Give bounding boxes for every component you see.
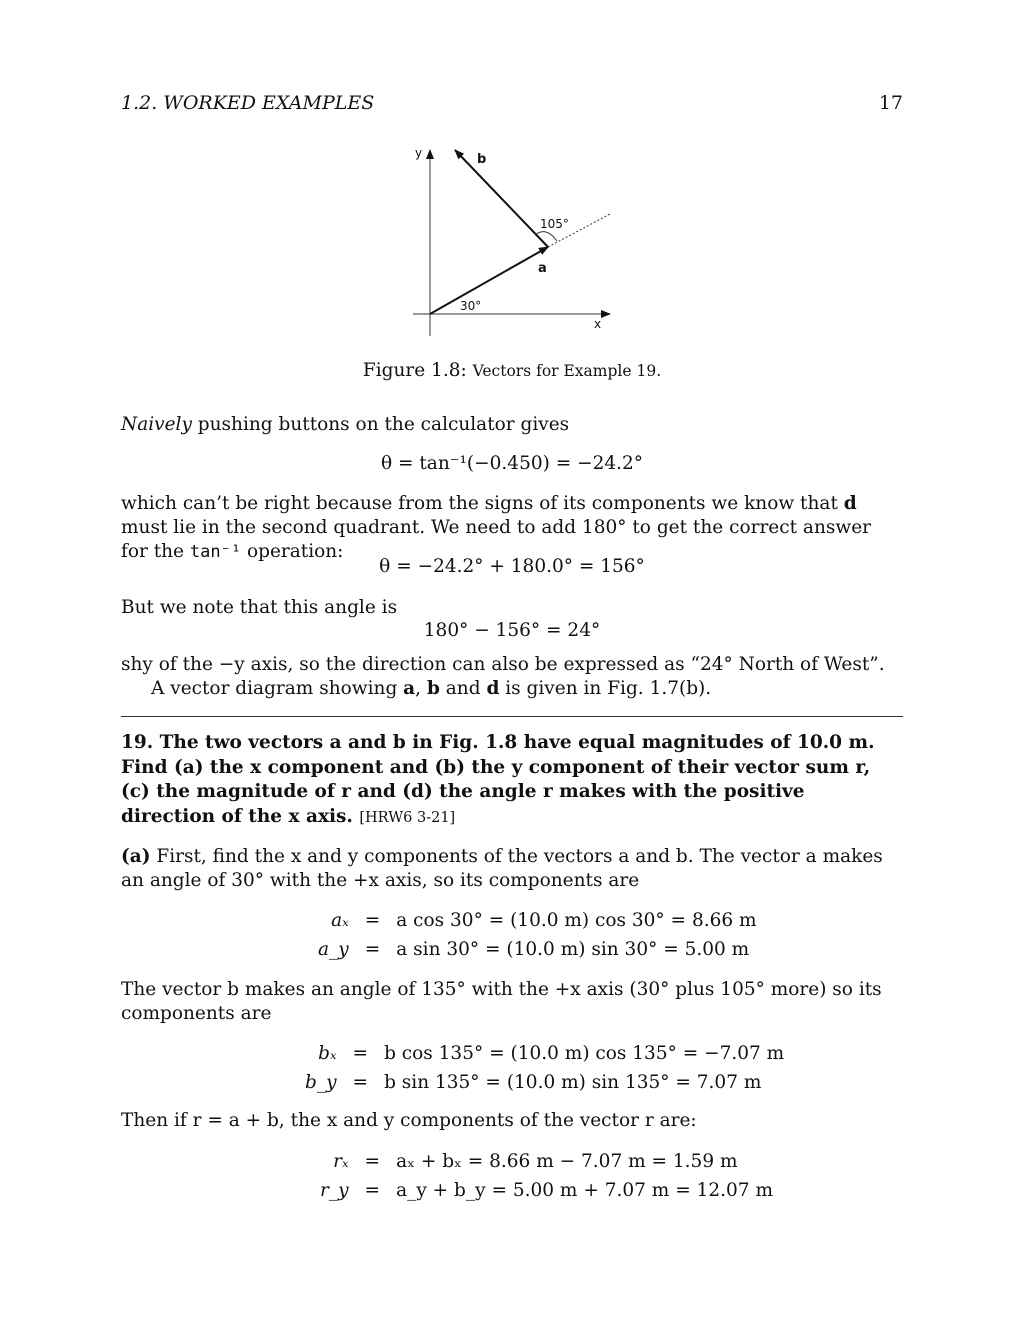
paragraph-second-quadrant-part2: must lie in the second quadrant. We need to add 180° to get the correct answer for the	[121, 517, 871, 562]
equation-lhs: r_y	[320, 1180, 349, 1201]
problem-source-tag: [HRW6 3-21]	[359, 809, 456, 826]
equation-rhs: a sin 30° = (10.0 m) sin 30° = 5.00 m	[396, 939, 750, 960]
equation-row	[320, 1176, 773, 1205]
vector-figure	[405, 140, 630, 340]
problem-19-text: 19. The two vectors a and b in Fig. 1.8 have equal magnitudes of 10.0 m. Find (a) the x component and (b) the y component of their vector sum r, (c) the magnitude of r and (d) the angle r makes with the positive direction of the x axis.	[121, 732, 875, 827]
equation-lhs: b_y	[305, 1072, 337, 1093]
naively-word: Naively	[121, 414, 192, 435]
vector-a-label: a	[538, 261, 547, 276]
section-divider	[121, 716, 903, 717]
equations-a-components	[318, 906, 757, 964]
x-axis-label: x	[594, 317, 602, 331]
equation-theta-arctan: θ = tan⁻¹(−0.450) = −24.2°	[380, 453, 644, 474]
arctan-code: tan⁻¹	[189, 542, 242, 562]
equations-b-components	[305, 1039, 784, 1097]
vector-diagram-end: is given in Fig. 1.7(b).	[499, 678, 712, 699]
paragraph-vector-b-angle: The vector b makes an angle of 135° with the +x axis (30° plus 105° more) so its components are	[121, 979, 882, 1024]
caption-text: Vectors for Example 19.	[472, 362, 662, 380]
equation-lhs: rₓ	[333, 1151, 349, 1172]
equation-lhs: aₓ	[331, 910, 349, 931]
equation-theta-corrected: θ = −24.2° + 180.0° = 156°	[379, 556, 645, 577]
vector-a-arrow	[430, 247, 548, 314]
vector-diagram-text1: A vector diagram showing	[151, 678, 404, 699]
angle-105-label: 105°	[540, 217, 569, 231]
equation-rhs: a_y + b_y = 5.00 m + 7.07 m = 12.07 m	[396, 1180, 773, 1201]
paragraph-naively	[121, 413, 903, 437]
paragraph-second-quadrant-part1: which can’t be right because from the signs of its components we know that	[121, 493, 844, 514]
equations-r-components	[320, 1147, 773, 1205]
equation-rel: =	[364, 1180, 381, 1201]
vector-b-label: b	[477, 152, 487, 167]
equation-lhs: a_y	[318, 939, 349, 960]
equation-lhs: bₓ	[318, 1043, 337, 1064]
paragraph-naively-rest: pushing buttons on the calculator gives	[191, 414, 570, 435]
equation-180-minus-156: 180° − 156° = 24°	[423, 620, 601, 641]
equation-rel: =	[352, 1072, 369, 1093]
equation-row	[305, 1039, 784, 1068]
y-axis-label: y	[415, 146, 423, 160]
vector-b-arrow	[455, 150, 548, 247]
page-number: 17	[878, 92, 903, 114]
equation-row	[318, 935, 757, 964]
vector-d-symbol-2: d	[486, 678, 500, 699]
vector-d-symbol: d	[843, 493, 857, 514]
vector-b-symbol: b	[426, 678, 440, 699]
caption-prefix: Figure 1.8:	[362, 360, 467, 381]
paragraph-vector-diagram	[121, 677, 903, 701]
paragraph-second-quadrant-part3: operation:	[241, 541, 344, 562]
equation-rel: =	[364, 939, 381, 960]
paragraph-r-components: Then if r = a + b, the x and y components of the vector r are:	[121, 1110, 697, 1131]
angle-30-label: 30°	[460, 299, 482, 313]
part-a-label: (a)	[121, 846, 151, 867]
figure-caption	[121, 360, 903, 381]
equation-rhs: b cos 135° = (10.0 m) cos 135° = −7.07 m	[384, 1043, 785, 1064]
part-a-text: First, find the x and y components of the vectors a and b. The vector a makes an angle of 30° with the +x axis, so its components are	[121, 846, 883, 891]
equation-rel: =	[352, 1043, 369, 1064]
paragraph-but-we-note: But we note that this angle is	[121, 597, 398, 618]
equation-rhs: aₓ + bₓ = 8.66 m − 7.07 m = 1.59 m	[396, 1151, 738, 1172]
equation-row	[318, 906, 757, 935]
vector-diagram-and: and	[439, 678, 487, 699]
equation-rel: =	[364, 910, 381, 931]
equation-row	[320, 1147, 773, 1176]
paragraph-second-quadrant	[121, 492, 903, 564]
solution-part-a-intro	[121, 845, 903, 893]
equation-rel: =	[364, 1151, 381, 1172]
problem-19-statement	[121, 731, 903, 830]
equation-rhs: b sin 135° = (10.0 m) sin 135° = 7.07 m	[384, 1072, 762, 1093]
vector-a-symbol: a	[403, 678, 416, 699]
vector-diagram-sep: ,	[415, 678, 427, 699]
equation-rhs: a cos 30° = (10.0 m) cos 30° = 8.66 m	[396, 910, 757, 931]
running-header: 1.2. WORKED EXAMPLES	[121, 92, 375, 114]
paragraph-shy-of-axis: shy of the −y axis, so the direction can also be expressed as “24° North of West”.	[121, 654, 885, 675]
equation-row	[305, 1068, 784, 1097]
